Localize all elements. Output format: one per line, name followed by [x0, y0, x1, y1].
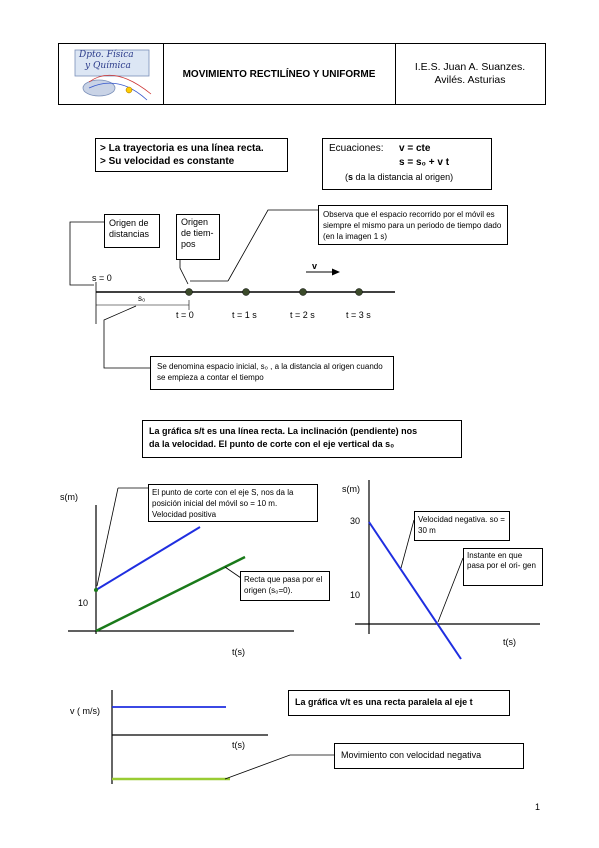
vt-ylabel: v ( m/s)	[70, 706, 100, 716]
logo-text-2: y Química	[85, 61, 131, 71]
equation-velocity: v = cte	[399, 143, 431, 154]
tick-label-t1: t = 1 s	[232, 310, 257, 320]
s0-distance-label: s₀	[138, 294, 146, 303]
school-city: Avilés. Asturias	[434, 74, 506, 86]
right-negative-note: Velocidad negativa. so = 30 m	[414, 511, 510, 541]
property-line-2: > Su velocidad es constante	[100, 156, 235, 167]
initial-space-note-box: Se denomina espacio inicial, s₀ , a la distancia al origen cuando se empieza a contar el tiempo	[150, 356, 394, 390]
observe-note-box: Observa que el espacio recorrido por el móvil es siempre el mismo para un periodo de tiempo dado (en la imagen 1 s)	[318, 205, 508, 245]
equation-position: s = s₀ + v t	[399, 157, 450, 168]
st-note-line-2: da la velocidad. El punto de corte con el eje vertical da s₀	[149, 439, 395, 449]
left-ytick-10: 10	[78, 598, 89, 608]
velocity-label: v	[312, 261, 318, 271]
left-ylabel: s(m)	[60, 492, 78, 502]
vt-parallel-note: La gráfica v/t es una recta paralela al eje t	[288, 690, 510, 716]
vt-negative-note: Movimiento con velocidad negativa	[334, 743, 524, 769]
page-number: 1	[535, 802, 541, 812]
origin-distances-box: Origen de distancias	[104, 214, 160, 248]
origin-times-box: Origen de tiem- pos	[176, 214, 220, 260]
school-name: I.E.S. Juan A. Suanzes.	[414, 61, 526, 73]
equations-label: Ecuaciones:	[329, 143, 384, 154]
right-ytick-10: 10	[350, 590, 361, 600]
page-title: MOVIMIENTO RECTILÍNEO Y UNIFORME	[163, 44, 396, 104]
logo-text-1: Dpto. Física	[79, 50, 134, 60]
left-origin-note: Recta que pasa por el origen (s₀=0).	[240, 571, 330, 601]
tick-label-t3: t = 3 s	[346, 310, 371, 320]
right-ylabel: s(m)	[342, 484, 360, 494]
vt-xlabel: t(s)	[232, 740, 245, 750]
right-instant-note: Instante en que pasa por el ori- gen	[463, 548, 543, 586]
property-line-1: > La trayectoria es una línea recta.	[100, 143, 264, 154]
tick-label-t0: t = 0	[176, 310, 194, 320]
left-xlabel: t(s)	[232, 647, 245, 657]
note-text: da la distancia al origen)	[353, 172, 454, 182]
right-ytick-30: 30	[350, 516, 361, 526]
s-zero-label: s = 0	[92, 273, 112, 283]
left-intercept-note: El punto de corte con el eje S, nos da la posición inicial del móvil so = 10 m. Velocidad positiva	[148, 484, 318, 522]
st-note-line-1: La gráfica s/t es una línea recta. La inclinación (pendiente) nos	[149, 426, 418, 436]
note-paren: (	[345, 172, 348, 182]
tick-label-t2: t = 2 s	[290, 310, 315, 320]
right-xlabel: t(s)	[503, 637, 516, 647]
note-s-symbol: s	[348, 172, 354, 182]
